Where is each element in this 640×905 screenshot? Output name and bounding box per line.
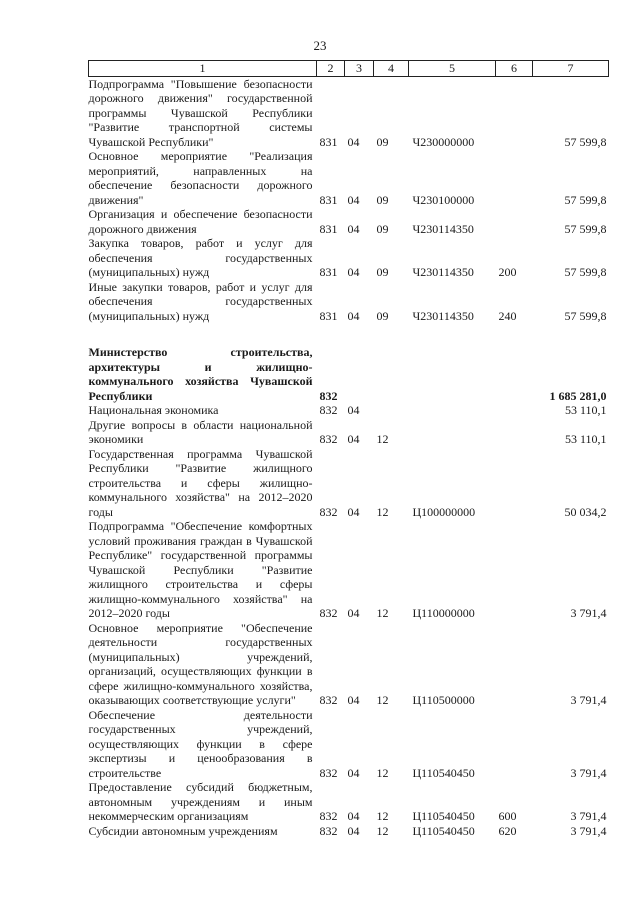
- row-description: Предоставление субсидий бюджетным, автономным учреждениям и иным некоммерческим организациям: [88, 780, 313, 823]
- target-article-code: [409, 403, 496, 418]
- target-article-code: Ч230100000: [412, 192, 475, 207]
- target-article-code: Ц110540450: [412, 823, 475, 838]
- table-row: [89, 207, 609, 236]
- table-row: [89, 447, 609, 520]
- section-code: 04: [347, 403, 360, 417]
- row-description: Основное мероприятие "Обеспечение деятельности государственных (муниципальных) учреждений, организаций, осуществляющих функции в сфере жилищно-коммунального хозяйства, оказывающих соответствующие услуги": [88, 620, 313, 707]
- page-number: 23: [313, 38, 327, 53]
- ministry-code: 831: [319, 134, 338, 149]
- expense-type-code: [496, 447, 533, 520]
- amount: 3 791,4: [570, 823, 607, 838]
- row-description: Национальная экономика: [88, 403, 219, 417]
- subsection-code: 12: [376, 809, 389, 823]
- amount: 53 110,1: [564, 432, 607, 446]
- table-row: [89, 403, 609, 418]
- expense-type-code: [496, 418, 533, 447]
- table-row: [89, 149, 609, 207]
- spacer-cell: [89, 323, 609, 345]
- column-header: 5: [409, 61, 496, 77]
- section-code: 04: [347, 809, 360, 823]
- budget-table: [88, 60, 609, 838]
- section-code: 04: [347, 823, 360, 838]
- amount: 1 685 281,0: [549, 388, 607, 403]
- amount: 57 599,8: [564, 221, 607, 236]
- subsection-code: 12: [376, 765, 389, 780]
- section-code: 04: [347, 606, 360, 620]
- target-article-code: [409, 345, 496, 403]
- table-row: [89, 418, 609, 447]
- section-code: 04: [347, 221, 360, 236]
- expense-type-code: [496, 207, 533, 236]
- ministry-total-row: [89, 345, 609, 403]
- target-article-code: Ц110500000: [412, 693, 475, 707]
- table-row: [89, 780, 609, 824]
- table-row: [89, 621, 609, 708]
- subsection-code: 12: [376, 606, 389, 620]
- subsection-code: 12: [376, 693, 389, 707]
- row-description: Подпрограмма "Обеспечение комфортных условий проживания граждан в Чувашской Республике" государственной программы Чувашской Республики "Развитие жилищного строительства и сферы жилищно-коммунального хозяйства" на 2012–2020 годы: [88, 519, 313, 620]
- table-row: [89, 280, 609, 324]
- ministry-code: 832: [319, 403, 338, 417]
- amount: 53 110,1: [564, 403, 607, 417]
- ministry-code: 832: [319, 809, 338, 823]
- row-description: Субсидии автономным учреждениям: [88, 823, 278, 838]
- ministry-code: 832: [319, 765, 338, 780]
- section-code: 04: [347, 192, 360, 207]
- table-row: [89, 236, 609, 280]
- section-code: 04: [347, 134, 360, 149]
- target-article-code: Ч230114350: [412, 265, 474, 279]
- expense-type-code: 620: [498, 823, 517, 838]
- subsection-code: [374, 345, 409, 403]
- column-header: 7: [533, 61, 609, 77]
- expense-type-code: 200: [498, 265, 517, 279]
- row-description: Организация и обеспечение безопасности дорожного движения: [88, 207, 313, 236]
- target-article-code: [409, 418, 496, 447]
- column-number-header: [89, 61, 609, 77]
- expense-type-code: 240: [498, 308, 517, 323]
- target-article-code: Ц100000000: [412, 504, 476, 519]
- section-code: 04: [347, 693, 360, 707]
- expense-type-code: 600: [498, 809, 517, 823]
- row-description: Государственная программа Чувашской Республики "Развитие жилищного строительства и сферы жилищно-коммунального хозяйства" на 2012–2020 годы: [88, 446, 313, 519]
- target-article-code: Ц110540450: [412, 809, 475, 823]
- row-description: Обеспечение деятельности государственных учреждений, осуществляющих функции в сфере экспертизы и ценообразования в строительстве: [88, 707, 313, 780]
- expense-type-code: [496, 519, 533, 621]
- expense-type-code: [496, 76, 533, 149]
- section-code: [345, 345, 374, 403]
- amount: 3 791,4: [570, 606, 607, 620]
- target-article-code: Ч230000000: [412, 134, 475, 149]
- table-body: [89, 76, 609, 838]
- expense-type-code: [496, 149, 533, 207]
- amount: 57 599,8: [564, 134, 607, 149]
- subsection-code: 12: [376, 432, 389, 446]
- table-row: [89, 519, 609, 621]
- section-code: 04: [347, 432, 360, 446]
- row-description: Закупка товаров, работ и услуг для обеспечения государственных (муниципальных) нужд: [88, 236, 313, 279]
- section-code: 04: [347, 765, 360, 780]
- subsection-code: 09: [376, 265, 389, 279]
- amount: 57 599,8: [564, 265, 607, 279]
- ministry-code: 831: [319, 192, 338, 207]
- expense-type-code: [496, 345, 533, 403]
- subsection-code: 09: [376, 308, 389, 323]
- column-header: 2: [317, 61, 345, 77]
- section-code: 04: [347, 504, 360, 519]
- ministry-code: 832: [319, 693, 338, 707]
- column-header: 6: [496, 61, 533, 77]
- row-description: Подпрограмма "Повышение безопасности дорожного движения" государственной программы Чувашской Республики "Развитие транспортной системы Чувашской Республики": [88, 76, 313, 149]
- row-description: Иные закупки товаров, работ и услуг для обеспечения государственных (муниципальных) нужд: [88, 279, 313, 323]
- target-article-code: Ч230114350: [412, 308, 474, 323]
- target-article-code: Ц110540450: [412, 765, 475, 780]
- subsection-code: [374, 403, 409, 418]
- subsection-code: 09: [376, 192, 389, 207]
- section-code: 04: [347, 308, 360, 323]
- column-header: 3: [345, 61, 374, 77]
- ministry-code: 832: [319, 388, 338, 403]
- expense-type-code: [496, 708, 533, 781]
- ministry-code: 832: [319, 432, 338, 446]
- section-code: 04: [347, 265, 360, 279]
- amount: 50 034,2: [564, 504, 607, 519]
- target-article-code: Ц110000000: [412, 606, 475, 620]
- amount: 3 791,4: [570, 809, 607, 823]
- ministry-code: 832: [319, 606, 338, 620]
- expense-type-code: [496, 621, 533, 708]
- amount: 3 791,4: [570, 765, 607, 780]
- amount: 57 599,8: [564, 308, 607, 323]
- table-row: [89, 76, 609, 149]
- subsection-code: 12: [376, 823, 389, 838]
- ministry-code: 832: [319, 504, 338, 519]
- subsection-code: 12: [376, 504, 389, 519]
- ministry-code: 831: [319, 221, 338, 236]
- ministry-code: 831: [319, 265, 338, 279]
- ministry-code: 831: [319, 308, 338, 323]
- column-header: 4: [374, 61, 409, 77]
- amount: 3 791,4: [570, 693, 607, 707]
- target-article-code: Ч230114350: [412, 221, 474, 236]
- amount: 57 599,8: [564, 192, 607, 207]
- subsection-code: 09: [376, 221, 389, 236]
- expense-type-code: [496, 403, 533, 418]
- row-description: Другие вопросы в области национальной экономики: [88, 417, 313, 446]
- row-description: Основное мероприятие "Реализация мероприятий, направленных на обеспечение безопасности дорожного движения": [88, 149, 313, 207]
- row-description: Министерство строительства, архитектуры и жилищно-коммунального хозяйства Чувашской Республики: [88, 345, 313, 403]
- table-row: [89, 824, 609, 839]
- spacer-row: [89, 323, 609, 345]
- table-row: [89, 708, 609, 781]
- column-header: 1: [89, 61, 317, 77]
- subsection-code: 09: [376, 134, 389, 149]
- ministry-code: 832: [319, 823, 338, 838]
